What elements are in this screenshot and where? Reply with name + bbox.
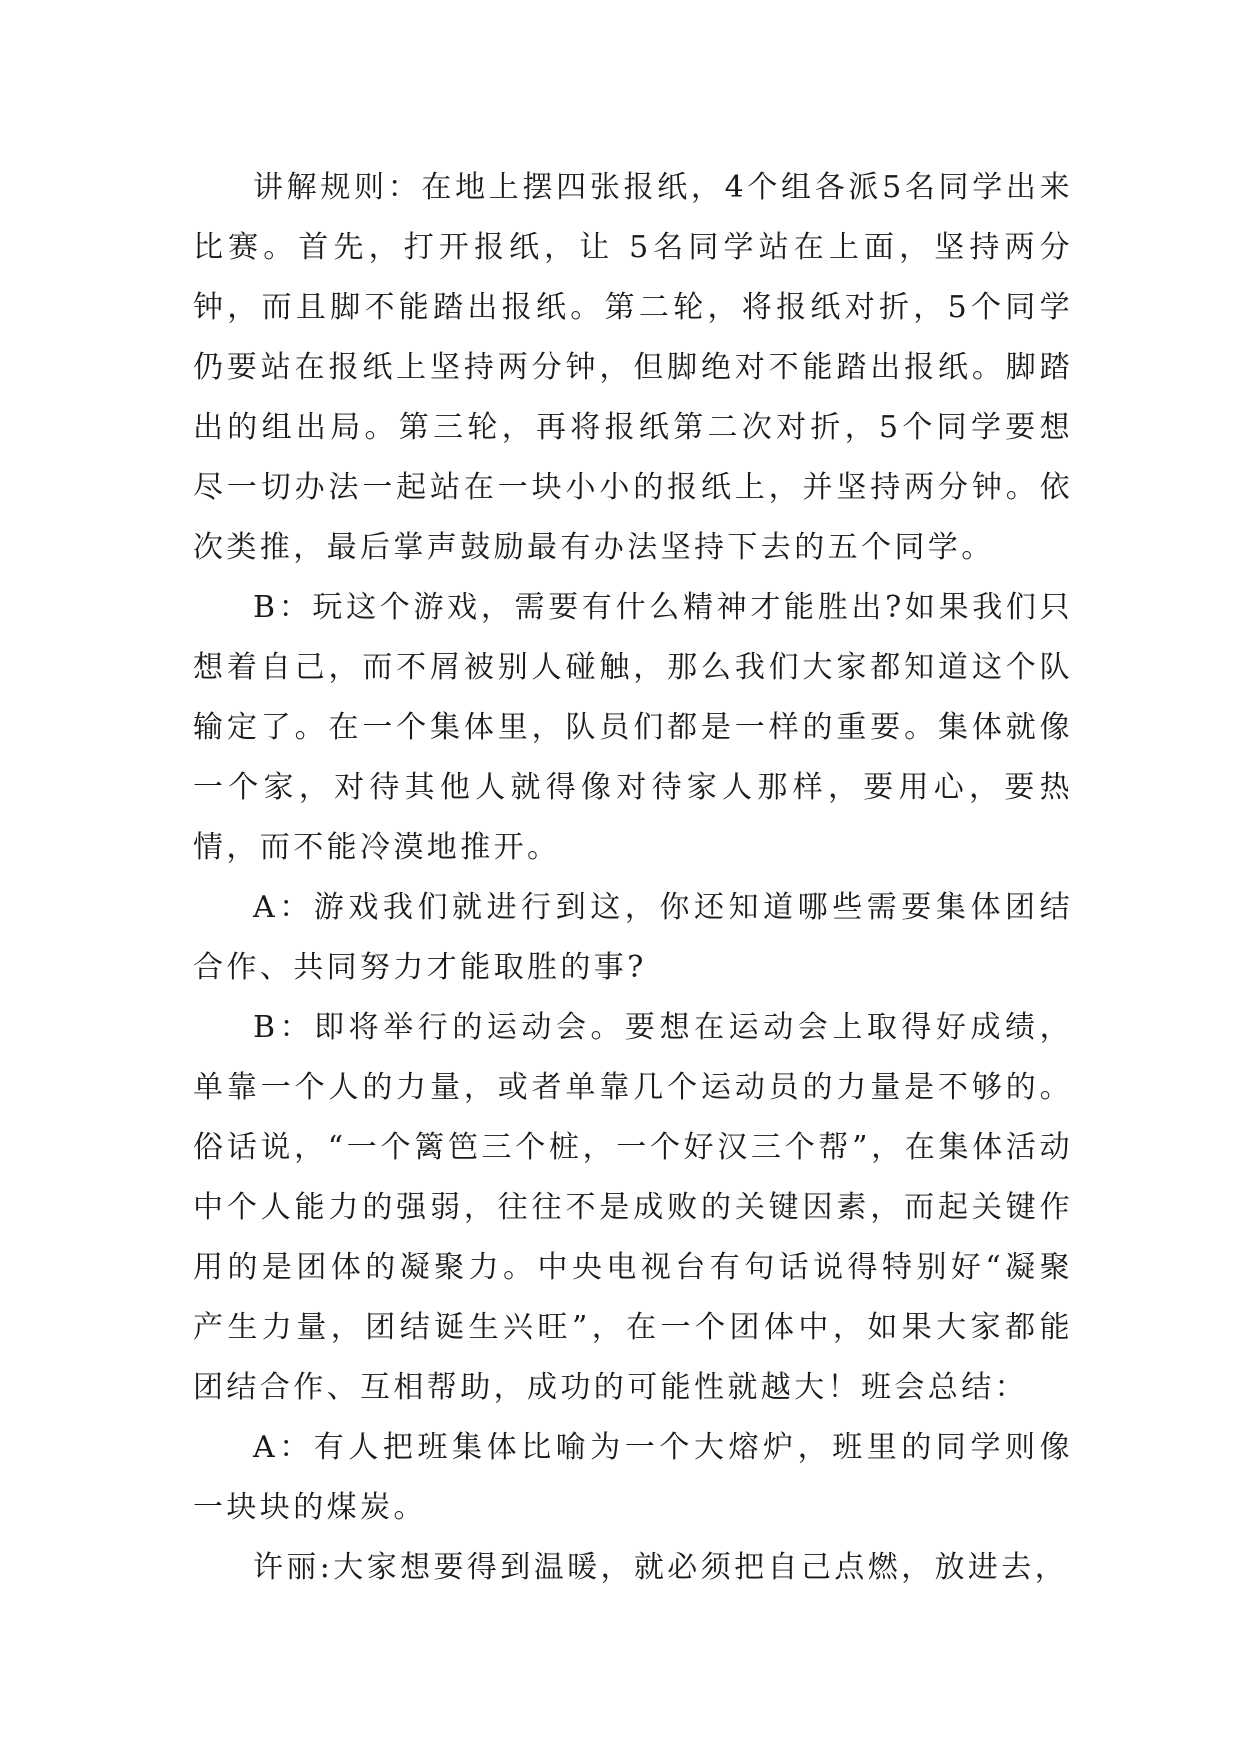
paragraph-a-question: A：游戏我们就进行到这，你还知道哪些需要集体团结合作、共同努力才能取胜的事? <box>193 890 1073 985</box>
paragraph-rules: 讲解规则：在地上摆四张报纸，4个组各派5名同学出来比赛。首先，打开报纸，让 5名同学站在上面，坚持两分钟，而且脚不能踏出报纸。第二轮，将报纸对折，5个同学仍要站在报纸上坚持两分钟，但脚绝对不能踏出报纸。脚踏出的组出局。第三轮，再将报纸第二次对折，5个同学要想尽一切办法一起站在一块小小的报纸上，并坚持两分钟。依次类推，最后掌声鼓励最有办法坚持下去的五个同学。 <box>193 170 1073 565</box>
document-body <box>193 158 1073 1598</box>
paragraph-b-game-spirit: B：玩这个游戏，需要有什么精神才能胜出?如果我们只想着自己，而不屑被别人碰触，那么我们大家都知道这个队输定了。在一个集体里，队员们都是一样的重要。集体就像一个家，对待其他人就得像对待家人那样，要用心，要热情，而不能冷漠地推开。 <box>193 590 1073 865</box>
paragraph-a-furnace: A：有人把班集体比喻为一个大熔炉，班里的同学则像一块块的煤炭。 <box>193 1430 1073 1525</box>
paragraph-xuli: 许丽:大家想要得到温暖，就必须把自己点燃，放进去， <box>253 1550 1069 1585</box>
paragraph-b-sports-meet: B：即将举行的运动会。要想在运动会上取得好成绩，单靠一个人的力量，或者单靠几个运动员的力量是不够的。俗话说，“一个篱笆三个桩，一个好汉三个帮”，在集体活动中个人能力的强弱，往往不是成败的关键因素，而起关键作用的是团体的凝聚力。中央电视台有句话说得特别好“凝聚产生力量，团结诞生兴旺”，在一个团体中，如果大家都能团结合作、互相帮助，成功的可能性就越大！班会总结： <box>193 1010 1073 1405</box>
